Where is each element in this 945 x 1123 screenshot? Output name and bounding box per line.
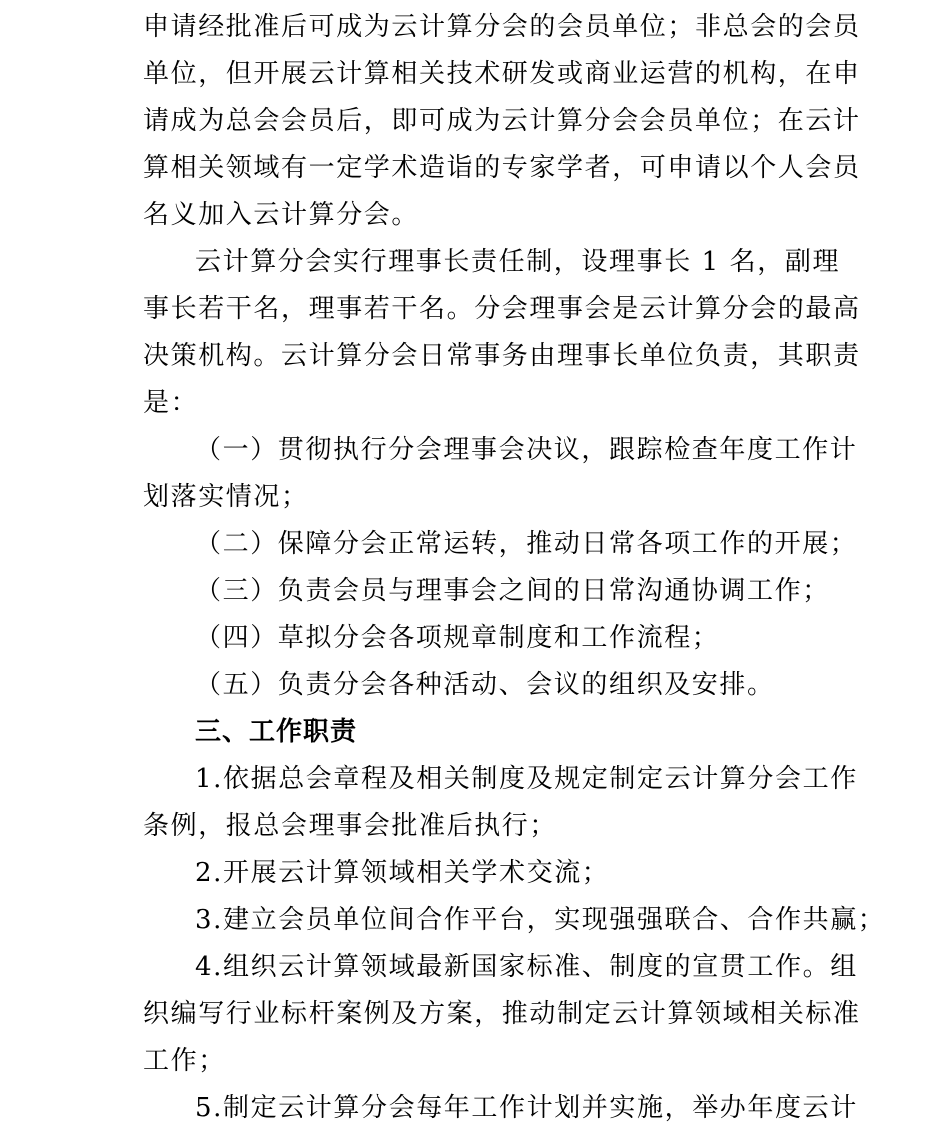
paragraph-line: 是：: [143, 388, 199, 418]
list-item-line: （四）草拟分会各项规章制度和工作流程；: [195, 623, 720, 653]
paragraph-line: 云计算分会实行理事长责任制，设理事长 1 名，副理: [195, 247, 841, 277]
paragraph-line: 算相关领域有一定学术造诣的专家学者，可申请以个人会员: [143, 153, 861, 183]
paragraph-line: 决策机构。云计算分会日常事务由理事长单位负责，其职责: [143, 341, 861, 371]
list-item-line: （三）负责会员与理事会之间的日常沟通协调工作；: [195, 576, 830, 606]
paragraph-line: 单位，但开展云计算相关技术研发或商业运营的机构，在申: [143, 59, 861, 89]
list-item-line: （一）贯彻执行分会理事会决议，跟踪检查年度工作计: [195, 435, 858, 465]
numbered-item-line: 4.组织云计算领域最新国家标准、制度的宣贯工作。组: [195, 952, 858, 982]
paragraph-line: 请成为总会会员后，即可成为云计算分会会员单位；在云计: [143, 106, 861, 136]
numbered-item-line: 2.开展云计算领域相关学术交流；: [195, 858, 610, 888]
numbered-item-line: 条例，报总会理事会批准后执行；: [143, 811, 558, 841]
list-item-line: （五）负责分会各种活动、会议的组织及安排。: [195, 670, 775, 700]
paragraph-line: 事长若干名，理事若干名。分会理事会是云计算分会的最高: [143, 294, 861, 324]
list-item-line: （二）保障分会正常运转，推动日常各项工作的开展；: [195, 529, 858, 559]
paragraph-line: 名义加入云计算分会。: [143, 200, 420, 230]
numbered-item-line: 工作；: [143, 1046, 226, 1076]
numbered-item-line: 5.制定云计算分会每年工作计划并实施，举办年度云计: [195, 1093, 858, 1123]
numbered-item-line: 织编写行业标杆案例及方案，推动制定云计算领域相关标准: [143, 999, 861, 1029]
numbered-item-line: 3.建立会员单位间合作平台，实现强强联合、合作共赢；: [195, 905, 886, 935]
section-heading: 三、工作职责: [195, 717, 358, 747]
paragraph-line: 申请经批准后可成为云计算分会的会员单位；非总会的会员: [143, 12, 861, 42]
list-item-line: 划落实情况；: [143, 482, 309, 512]
numbered-item-line: 1.依据总会章程及相关制度及规定制定云计算分会工作: [195, 764, 858, 794]
